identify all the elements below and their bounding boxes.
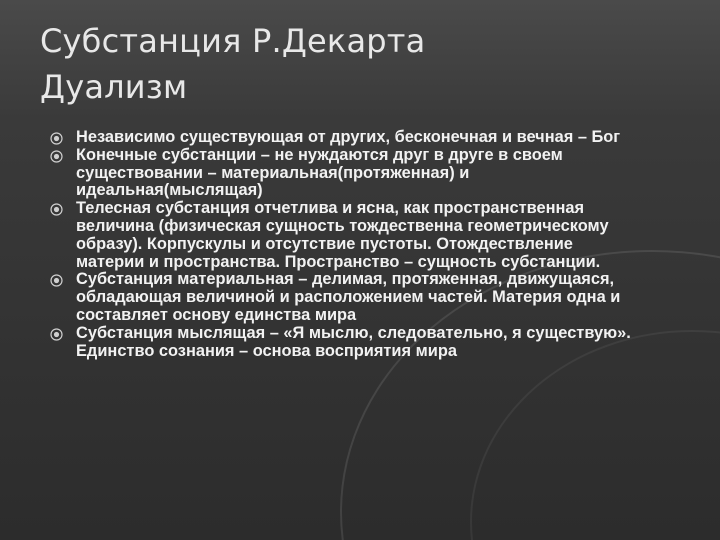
list-item	[50, 129, 640, 147]
circled-dot-icon	[50, 328, 63, 341]
list-item-text: Независимо существующая от других, бесконечная и вечная – Бог	[76, 128, 621, 146]
list-item-text: Субстанция материальная – делимая, протяженная, движущаяся, обладающая величиной и расположением частей. Материя одна и составляет основу единства мира	[76, 270, 621, 324]
list-item	[50, 147, 640, 200]
list-item-text: Субстанция мыслящая – «Я мыслю, следовательно, я существую». Единство сознания – основа восприятия мира	[76, 323, 631, 360]
bullet-list	[50, 129, 640, 360]
circled-dot-icon	[50, 203, 63, 216]
list-item-text: Телесная субстанция отчетлива и ясна, как пространственная величина (физическая сущность тождественна геометрическому образу). Корпускулы и отсутствие пустоты. Отождествление материи и пространства. Пространство – сущность субстанции.	[76, 199, 609, 271]
title-line-2: Дуализм	[40, 68, 188, 106]
list-item-text: Конечные субстанции – не нуждаются друг в друге в своем существовании – материальная(протяженная) и идеальная(мыслящая)	[76, 145, 563, 200]
list-item	[50, 200, 640, 271]
circled-dot-icon	[50, 132, 63, 145]
list-item	[50, 325, 640, 361]
title-line-1: Субстанция Р.Декарта	[40, 22, 426, 60]
circled-dot-icon	[50, 274, 63, 287]
circled-dot-icon	[50, 150, 63, 163]
list-item	[50, 271, 640, 324]
slide-title	[40, 18, 690, 110]
